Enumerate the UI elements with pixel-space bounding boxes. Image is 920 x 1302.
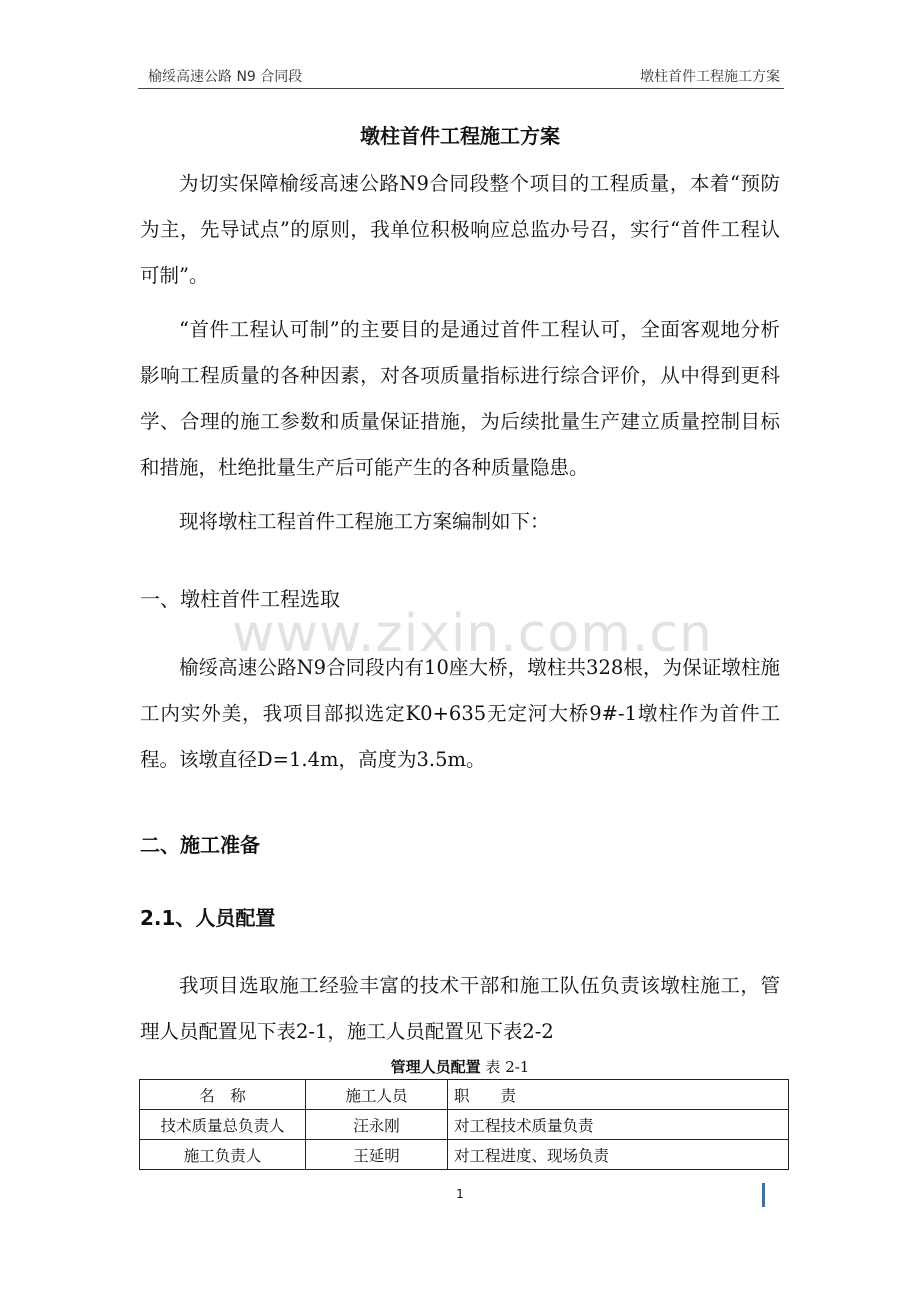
- table-cell: 对工程进度、现场负责: [448, 1140, 789, 1170]
- table-caption-number: 表 2-1: [480, 1058, 530, 1076]
- watermark: www.zixin.com.cn: [232, 604, 713, 664]
- header-right-text: 墩柱首件工程施工方案: [640, 69, 780, 85]
- page-number: 1: [456, 1187, 464, 1201]
- table-header-cell: 名 称: [140, 1080, 306, 1110]
- staff-table: [139, 1079, 789, 1170]
- table-row: [140, 1140, 789, 1170]
- paragraph-staffing: 我项目选取施工经验丰富的技术干部和施工队伍负责该墩柱施工，管理人员配置见下表2-1，施工人员配置见下表2-2: [140, 974, 780, 1043]
- paragraph-purpose: “首件工程认可制”的主要目的是通过首件工程认可，全面客观地分析影响工程质量的各种因素，对各项质量指标进行综合评价，从中得到更科学、合理的施工参数和质量保证措施，为后续批量生产建立质量控制目标和措施，杜绝批量生产后可能产生的各种质量隐患。: [140, 318, 780, 479]
- heading-section-2: 二、施工准备: [140, 833, 260, 857]
- page-marker-bar: [762, 1183, 765, 1207]
- page-header: [138, 64, 784, 89]
- table-caption: [0, 1056, 920, 1077]
- heading-section-2-1: 2.1、人员配置: [140, 906, 276, 930]
- table-header-cell: 施工人员: [306, 1080, 448, 1110]
- table-header-row: [140, 1080, 789, 1110]
- heading-section-1: 一、墩柱首件工程选取: [140, 587, 340, 611]
- paragraph-intro: 为切实保障榆绥高速公路N9合同段整个项目的工程质量，本着“预防为主，先导试点”的原则，我单位积极响应总监办号召，实行“首件工程认可制”。: [140, 172, 780, 287]
- header-left-text: 榆绥高速公路 N9 合同段: [148, 69, 303, 85]
- table-caption-bold: 管理人员配置: [390, 1058, 481, 1076]
- table-cell: 施工负责人: [140, 1140, 306, 1170]
- table-cell: 对工程技术质量负责: [448, 1110, 789, 1140]
- table-cell: 技术质量总负责人: [140, 1110, 306, 1140]
- table-header-cell: 职 责: [448, 1080, 789, 1110]
- table-cell: 汪永刚: [306, 1110, 448, 1140]
- paragraph-selection: 榆绥高速公路N9合同段内有10座大桥，墩柱共328根，为保证墩柱施工内实外美，我项目部拟选定K0+635无定河大桥9#-1墩柱作为首件工程。该墩直径D=1.4m，高度为3.5m。: [140, 656, 780, 771]
- paragraph-compile: 现将墩柱工程首件工程施工方案编制如下：: [179, 510, 550, 533]
- document-title: 墩柱首件工程施工方案: [360, 124, 560, 148]
- table-row: [140, 1110, 789, 1140]
- table-cell: 王延明: [306, 1140, 448, 1170]
